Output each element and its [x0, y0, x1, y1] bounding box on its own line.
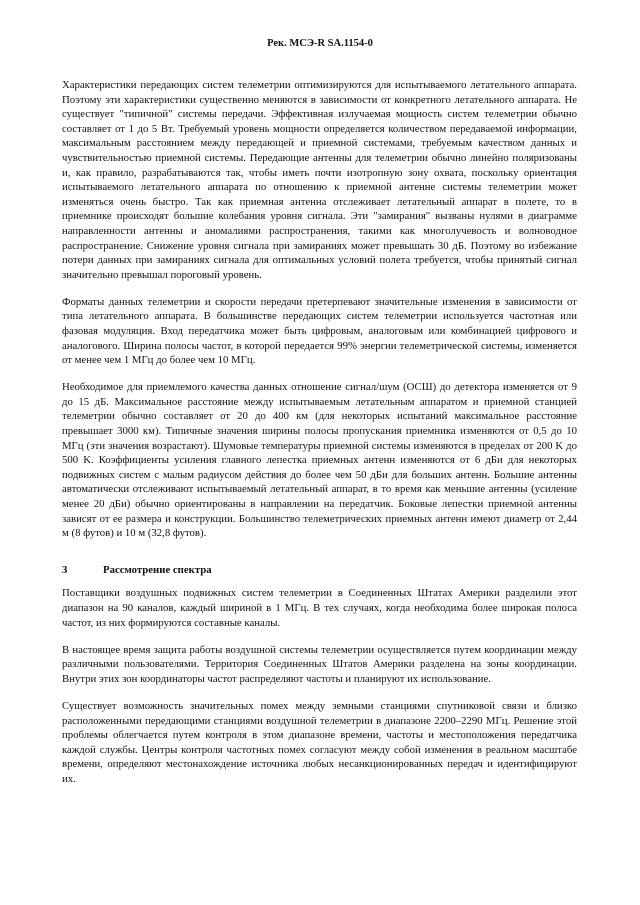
section-heading — [62, 563, 577, 578]
section-title: Рассмотрение спектра — [103, 563, 212, 576]
paragraph-receiver-snr: Необходимое для приемлемого качества данных отношение сигнал/шум (ОСШ) до детектора изменяется от 9 до 15 дБ. Максимальное расстояние между испытываемым летательным аппаратом и приемной станцией телеметрии обычно составляет от 20 до 400 км (для некоторых испытаний максимальное расстояние превышает 3000 км). Типичные значения ширины полосы пропускания приемника изменяются от 0,5 до 10 МГц (эти значения возрастают). Шумовые температуры приемной системы изменяются в пределах от 200 K до 500 K. Коэффициенты усиления главного лепестка приемных антенн изменяются от 6 дБи для некоторых подвижных систем с малым радиусом действия до более чем 50 дБи для больших антенн. Большие антенны автоматически отслеживают испытываемый летательный аппарат, в то время как меньшие антенны (усиление менее 20 дБи) обычно ориентированы в направлении на передатчик. Боковые лепестки приемной антенны зависят от ее размера и конструкции. Большинство телеметрических приемных антенн имеют диаметр от 2,44 м (8 футов) и 10 м (32,8 футов). — [62, 381, 577, 540]
section-number: 3 — [62, 563, 68, 576]
paragraph-data-formats: Форматы данных телеметрии и скорости передачи претерпевают значительные изменения в зависимости от типа летательного аппарата. В большинстве передающих систем телеметрии используется частотная или фазовая модуляция. Вход передатчика может быть цифровым, аналоговым или комбинацией цифрового и аналогового. Ширина полосы частот, в которой передается 99% энергии телеметрической системы, изменяется от менее чем 1 МГц до более чем 10 МГц. — [62, 295, 577, 367]
document-body — [62, 78, 577, 799]
paragraph-channels: Поставщики воздушных подвижных систем телеметрии в Соединенных Штатах Америки разделили этот диапазон на 90 каналов, каждый шириной в 1 МГц. В тех случаях, когда необходима более широкая полоса частот, из них формируются составные каналы. — [62, 587, 577, 629]
paragraph-transmitter-characteristics: Характеристики передающих систем телеметрии оптимизируются для испытываемого летательного аппарата. Поэтому эти характеристики существенно меняются в зависимости от конкретного летательного аппарата. Не существует "типичной" системы передачи. Эффективная излучаемая мощность систем телеметрии обычно составляет от 1 до 5 Вт. Требуемый уровень мощности определяется количеством передаваемой информации, максимальным расстоянием между передающей и приемной системами, требуемым качеством данных и чувствительностью приемной системы. Передающие антенны для телеметрии обычно линейно поляризованы и, как правило, разрабатываются так, чтобы иметь почти изотропную зону охвата, поскольку ориентация испытываемого летательного аппарата по отношению к приемной антенне системы телеметрии может изменяться очень быстро. Так как приемная антенна отслеживает летательный аппарат в полете, то в приемнике происходят большие колебания уровня сигнала. Эти "замирания" вызваны нулями в диаграмме направленности антенны и аномалиями распространения, такими как многолучевость и волноводное распространение. Снижение уровня сигнала при замираниях может превышать 30 дБ. Поэтому во избежание потери данных при замираниях сигнала для оптимальных условий полета требуется, чтобы принятый сигнал значительно превышал пороговый уровень. — [62, 79, 577, 281]
running-header: Рек. МСЭ-R SA.1154-0 — [267, 38, 373, 49]
paragraph-coordination: В настоящее время защита работы воздушной системы телеметрии осуществляется путем координации между различными пользователями. Территория Соединенных Штатов Америки разделена на зоны координации. Внутри этих зон координаторы частот распределяют частоты и планируют их использование. — [62, 643, 577, 685]
paragraph-interference: Существует возможность значительных помех между земными станциями спутниковой связи и близко расположенными передающими станциями воздушной телеметрии в диапазоне 2200–2290 МГц. Решение этой проблемы облегчается путем контроля в этом диапазоне времени, частоты и местоположения передатчика каждой службы. Центры контроля частотных помех согласуют между собой изменения в реальном масштабе времени, определяют местонахождение источника любых несанкционированных передач и идентифицируют их. — [62, 699, 577, 785]
